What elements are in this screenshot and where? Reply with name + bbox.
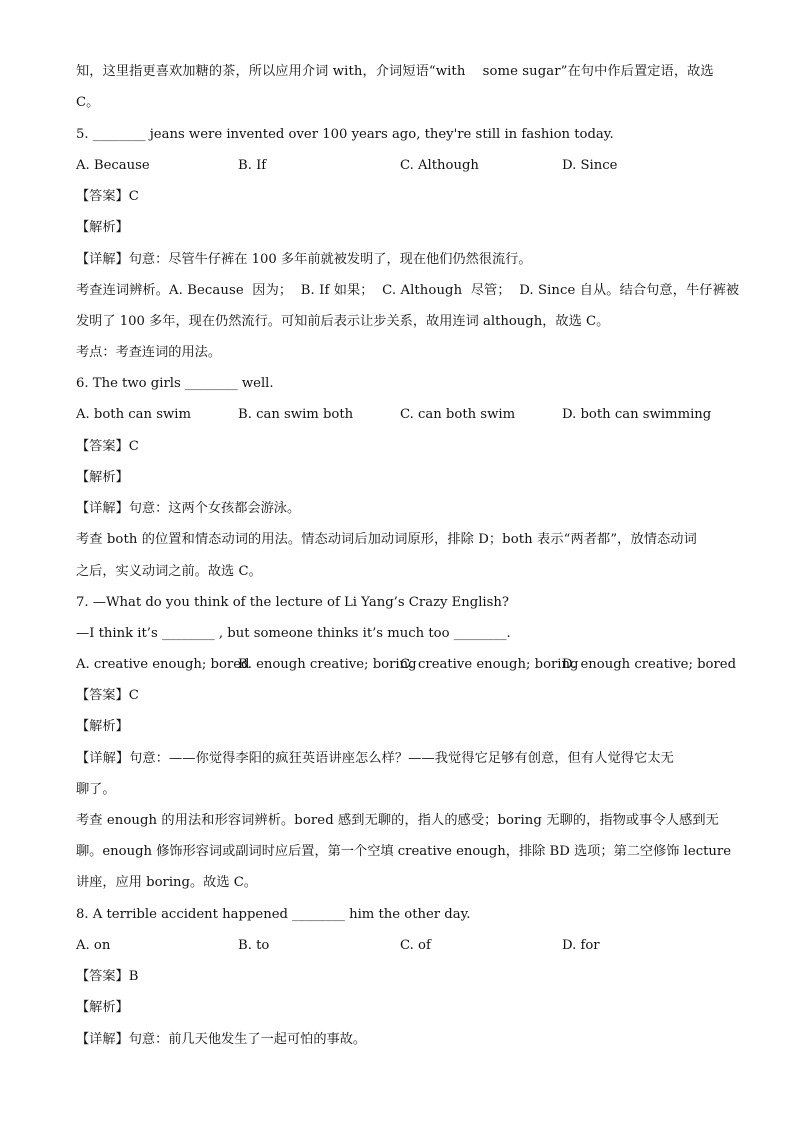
q5-option-d: D. Since [562,158,618,173]
q6-stem: 6. The two girls ________ well. [76,376,274,391]
q6-explanation-2: 之后，实义动词之前。故选 C。 [76,564,262,579]
q5-explanation-1: 考查连词辨析。A. Because 因为； B. If 如果； C. Although 尽管； D. Since 自从。结合句意，牛仔裤被 [76,283,740,298]
intro-line-2: C。 [76,95,100,110]
q7-detail-2: 聊了。 [76,782,116,797]
q5-explanation-2: 发明了 100 多年，现在仍然流行。可知前后表示让步关系，故用连词 although，故选 C。 [76,314,610,329]
q7-option-d: D. enough creative; bored [562,657,737,672]
q8-option-c: C. of [400,938,431,953]
q7-stem-1: 7. —What do you think of the lecture of Li Yang’s Crazy English? [76,595,509,610]
q6-answer: 【答案】C [76,439,139,454]
q6-analysis-label: 【解析】 [76,470,129,485]
q8-detail: 【详解】句意：前几天他发生了一起可怕的事故。 [76,1032,367,1047]
q5-analysis-label: 【解析】 [76,220,129,235]
q7-option-b: B. enough creative; boring [238,657,417,672]
q6-option-a: A. both can swim [76,407,191,422]
q7-option-a: A. creative enough; bored [76,657,250,672]
q5-option-b: B. If [238,158,267,173]
q6-option-d: D. both can swimming [562,407,712,422]
q7-analysis-label: 【解析】 [76,719,129,734]
q8-answer: 【答案】B [76,969,139,984]
q6-option-b: B. can swim both [238,407,354,422]
q7-explanation-2: 聊。enough 修饰形容词或副词时应后置，第一个空填 creative enough，排除 BD 选项；第二空修饰 lecture [76,844,731,859]
q7-option-c: C. creative enough; boring [400,657,579,672]
q7-explanation-3: 讲座，应用 boring。故选 C。 [76,875,257,890]
q5-detail: 【详解】句意：尽管牛仔裤在 100 多年前就被发明了，现在他们仍然很流行。 [76,252,532,267]
q7-explanation-1: 考查 enough 的用法和形容词辨析。bored 感到无聊的，指人的感受；boring 无聊的，指物或事令人感到无 [76,813,719,828]
q6-explanation-1: 考查 both 的位置和情态动词的用法。情态动词后加动词原形，排除 D；both 表示“两者都”，放情态动词 [76,532,697,547]
q5-point: 考点：考查连词的用法。 [76,345,222,360]
q8-option-b: B. to [238,938,270,953]
q5-option-c: C. Although [400,158,479,173]
q8-option-d: D. for [562,938,600,953]
q7-answer: 【答案】C [76,688,139,703]
intro-line-1: 知，这里指更喜欢加糖的茶，所以应用介词 with，介词短语“with some sugar”在句中作后置定语，故选 [76,64,714,79]
q5-answer: 【答案】C [76,189,139,204]
q5-option-a: A. Because [76,158,150,173]
q6-detail: 【详解】句意：这两个女孩都会游泳。 [76,501,301,516]
q5-stem: 5. ________ jeans were invented over 100 years ago, they're still in fashion today. [76,127,614,142]
q8-option-a: A. on [76,938,111,953]
q8-analysis-label: 【解析】 [76,1000,129,1015]
q6-option-c: C. can both swim [400,407,516,422]
q7-stem-2: —I think it’s ________ , but someone thinks it’s much too ________. [76,626,511,641]
q7-detail-1: 【详解】句意：——你觉得李阳的疯狂英语讲座怎么样？——我觉得它足够有创意，但有人觉得它太无 [76,751,674,766]
q8-stem: 8. A terrible accident happened ________ him the other day. [76,907,471,922]
